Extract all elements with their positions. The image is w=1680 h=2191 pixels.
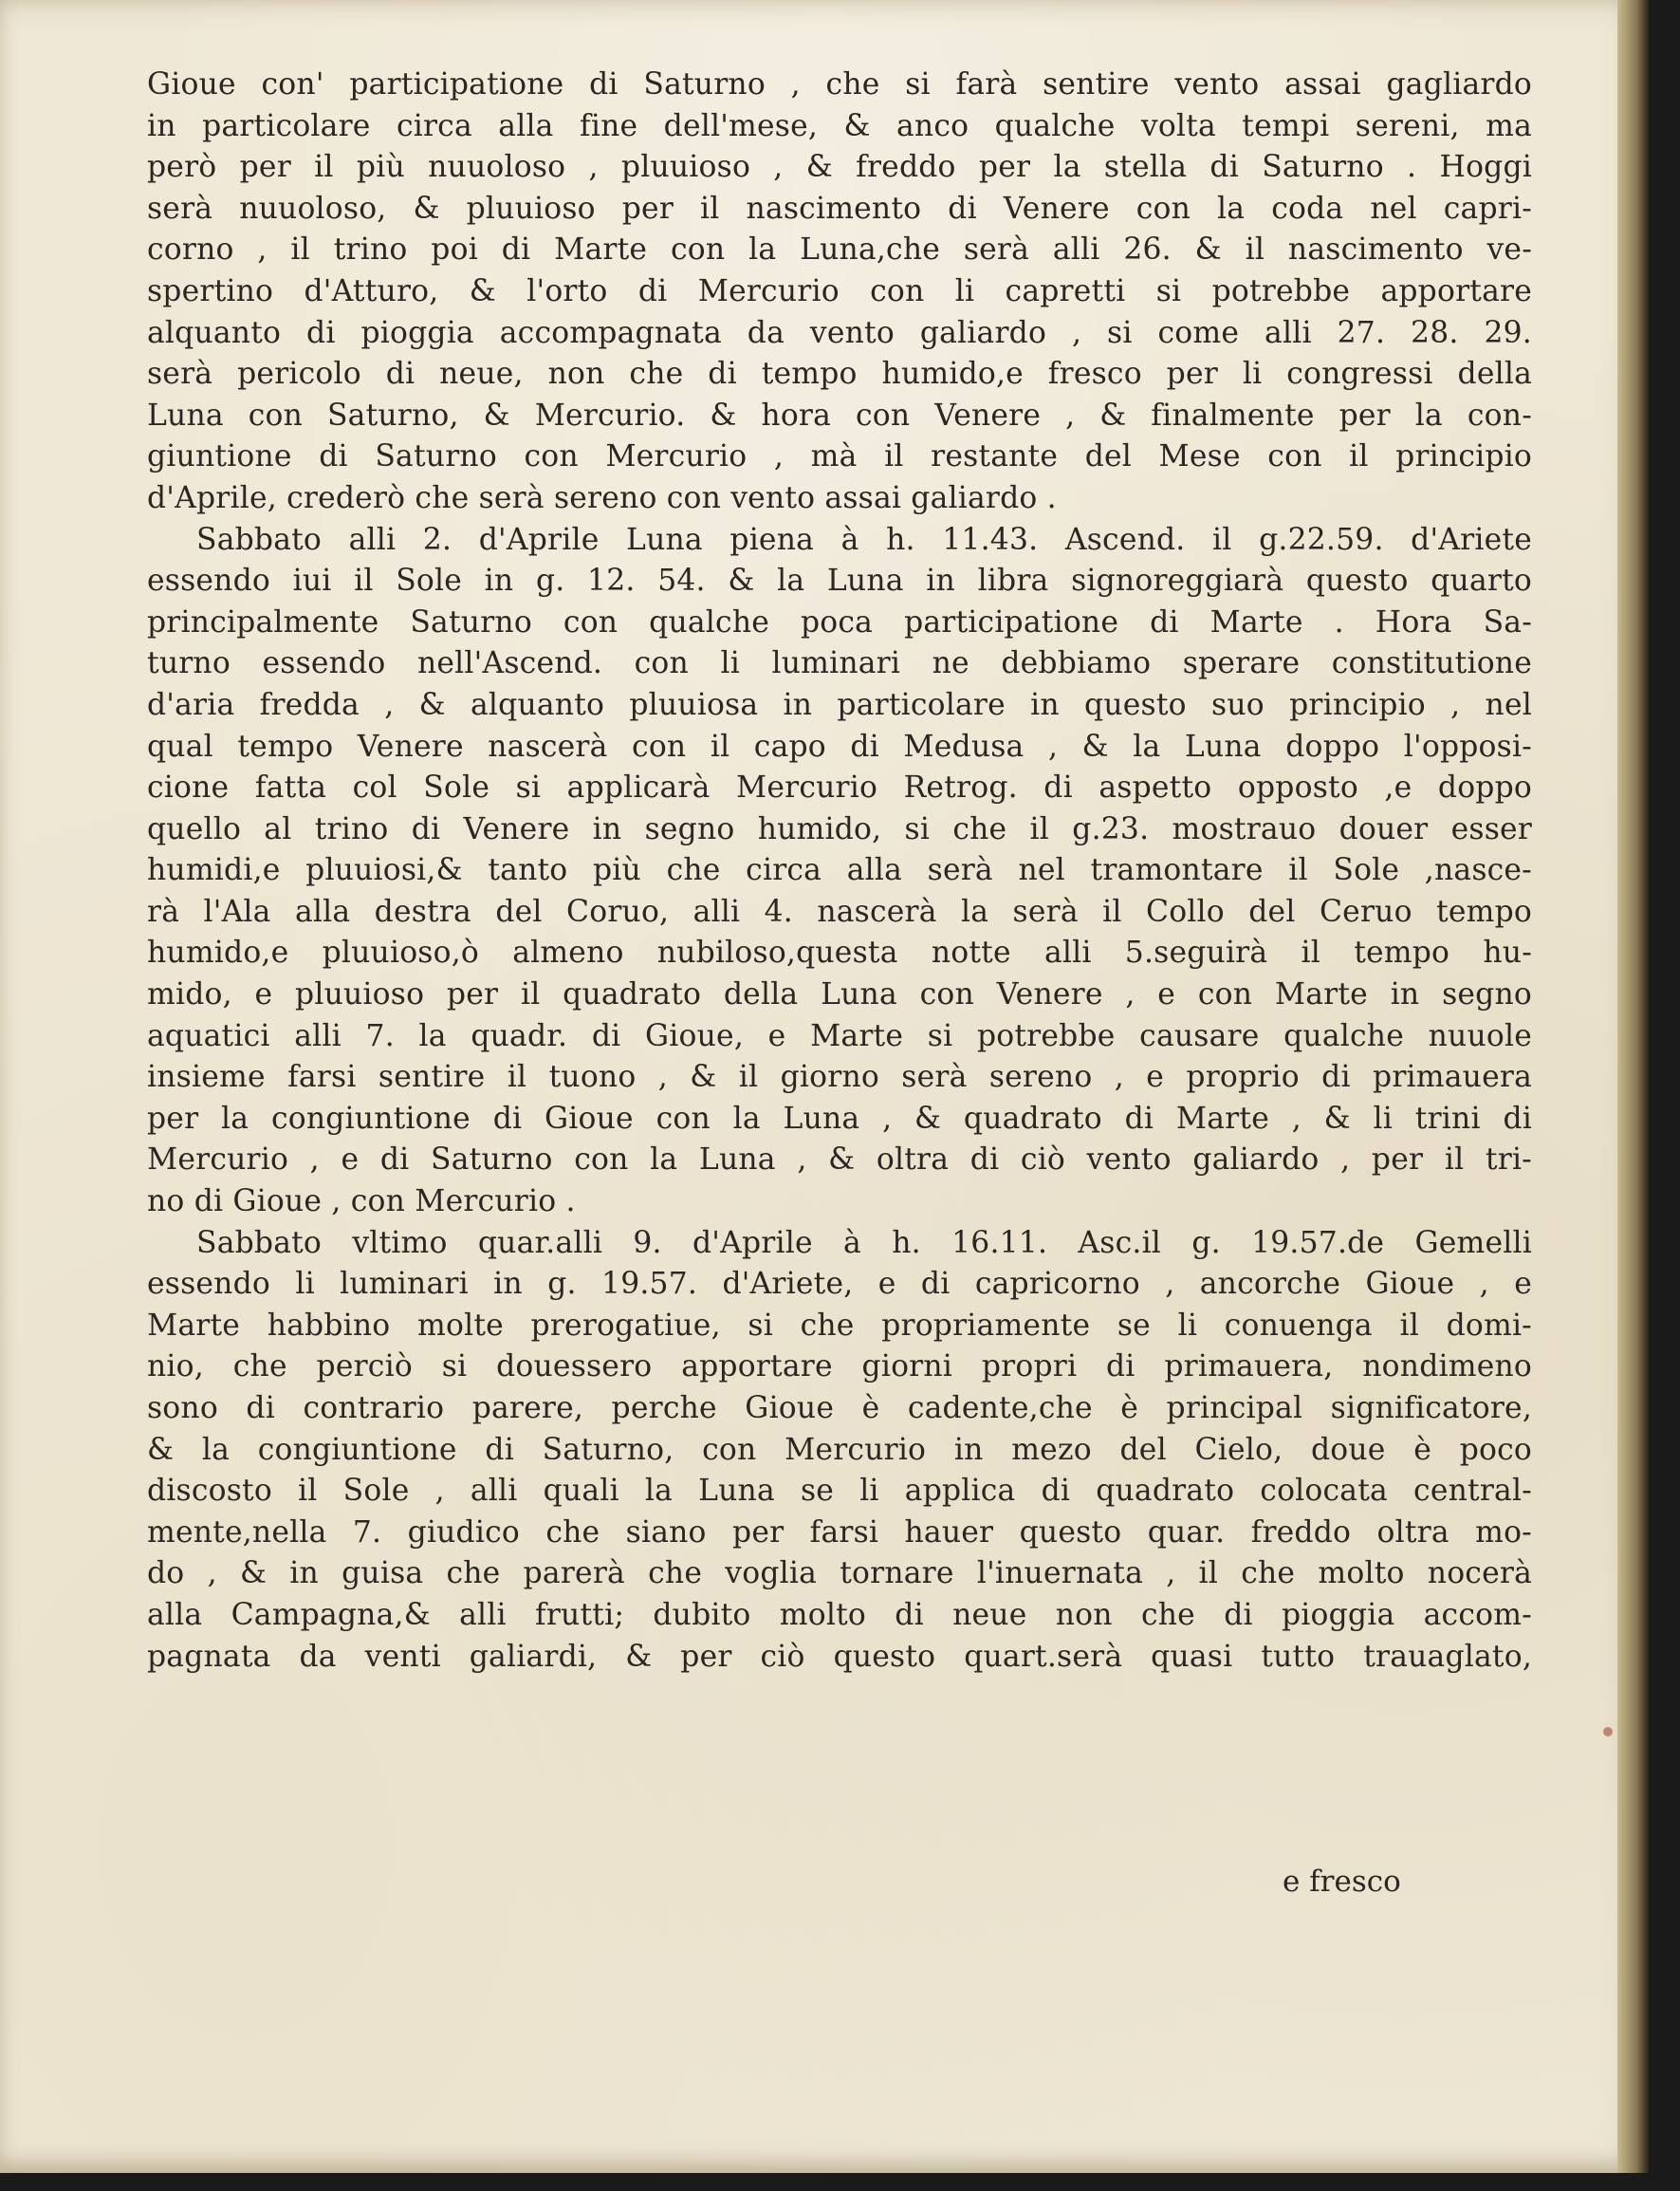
- text-line: turno essendo nell'Ascend. con li luminari ne debbiamo sperare constitutione: [147, 646, 1532, 681]
- page-text: [147, 65, 1532, 1678]
- text-line: aquatici alli 7. la quadr. di Gioue, e Marte si potrebbe causare qualche nuuole: [147, 1018, 1532, 1053]
- paragraph-start-line: Sabbato alli 2. d'Aprile Luna piena à h. 11.43. Ascend. il g.22.59. d'Ariete: [196, 522, 1532, 557]
- text-line: no di Gioue , con Mercurio .: [147, 1184, 576, 1219]
- text-line: però per il più nuuoloso , pluuioso , & freddo per la stella di Saturno . Hoggi: [147, 150, 1532, 185]
- text-line: Luna con Saturno, & Mercurio. & hora con Venere , & finalmente per la con-: [147, 398, 1532, 433]
- text-line: alquanto di pioggia accompagnata da vento galiardo , si come alli 27. 28. 29.: [147, 315, 1532, 350]
- page-edge-shadow: [1617, 0, 1649, 2173]
- text-line: insieme farsi sentire il tuono , & il giorno serà sereno , e proprio di primauera: [147, 1060, 1532, 1095]
- text-line: quello al trino di Venere in segno humido, si che il g.23. mostrauo douer esser: [147, 811, 1532, 846]
- text-line: cione fatta col Sole si applicarà Mercurio Retrog. di aspetto opposto ,e doppo: [147, 771, 1532, 806]
- text-line: per la congiuntione di Gioue con la Luna , & quadrato di Marte , & li trini di: [147, 1101, 1532, 1136]
- text-line: spertino d'Atturo, & l'orto di Mercurio con li capretti si potrebbe apportare: [147, 273, 1532, 308]
- text-line: humidi,e pluuiosi,& tanto più che circa alla serà nel tramontare il Sole ,nasce-: [147, 853, 1532, 888]
- catchword: e fresco: [1283, 1865, 1401, 1899]
- text-line: sono di contrario parere, perche Gioue è cadente,che è principal significatore,: [147, 1391, 1532, 1425]
- paragraph-start-line: Sabbato vltimo quar.alli 9. d'Aprile à h. 16.11. Asc.il g. 19.57.de Gemelli: [196, 1225, 1532, 1260]
- text-line: mente,nella 7. giudico che siano per farsi hauer questo quar. freddo oltra mo-: [147, 1514, 1532, 1550]
- text-line: d'Aprile, crederò che serà sereno con vento assai galiardo .: [147, 480, 1057, 515]
- text-line: qual tempo Venere nascerà con il capo di Medusa , & la Luna doppo l'opposi-: [147, 729, 1532, 764]
- text-line: d'aria fredda , & alquanto pluuiosa in particolare in questo suo principio , nel: [147, 687, 1532, 722]
- text-line: do , & in guisa che parerà che voglia tornare l'inuernata , il che molto nocerà: [147, 1556, 1532, 1591]
- text-line: mido, e pluuioso per il quadrato della Luna con Venere , e con Marte in segno: [147, 977, 1532, 1012]
- text-line: rà l'Ala alla destra del Coruo, alli 4. nascerà la serà il Collo del Ceruo tempo: [147, 894, 1532, 929]
- text-line: corno , il trino poi di Marte con la Luna,che serà alli 26. & il nascimento ve-: [147, 232, 1532, 268]
- text-line: alla Campagna,& alli frutti; dubito molto di neue non che di pioggia accom-: [147, 1597, 1532, 1632]
- text-line: essendo li luminari in g. 19.57. d'Ariete, e di capricorno , ancorche Gioue , e: [147, 1267, 1532, 1302]
- text-line: serà nuuoloso, & pluuioso per il nascimento di Venere con la coda nel capri-: [147, 191, 1532, 226]
- text-line: essendo iui il Sole in g. 12. 54. & la Luna in libra signoreggiarà questo quarto: [147, 564, 1532, 599]
- text-line: giuntione di Saturno con Mercurio , mà il restante del Mese con il principio: [147, 439, 1532, 474]
- text-line: principalmente Saturno con qualche poca participatione di Marte . Hora Sa-: [147, 604, 1532, 640]
- text-line: discosto il Sole , alli quali la Luna se li applica di quadrato colocata central-: [147, 1474, 1532, 1509]
- ink-stain: [1603, 1727, 1613, 1736]
- text-line: Marte habbino molte prerogatiue, si che propriamente se li conuenga il domi-: [147, 1308, 1532, 1343]
- text-line: pagnata da venti galiardi, & per ciò questo quart.serà quasi tutto trauaglato,: [147, 1639, 1532, 1674]
- text-line: & la congiuntione di Saturno, con Mercurio in mezo del Cielo, doue è poco: [147, 1432, 1532, 1467]
- text-line: nio, che perciò si douessero apportare giorni propri di primauera, nondimeno: [147, 1349, 1532, 1384]
- text-line: Mercurio , e di Saturno con la Luna , & oltra di ciò vento galiardo , per il tri-: [147, 1142, 1532, 1178]
- text-line: Gioue con' participatione di Saturno , che si farà sentire vento assai gagliardo: [147, 67, 1532, 102]
- text-line: in particolare circa alla fine dell'mese, & anco qualche volta tempi sereni, ma: [147, 108, 1532, 143]
- text-line: serà pericolo di neue, non che di tempo humido,e fresco per li congressi della: [147, 357, 1532, 392]
- text-line: humido,e pluuioso,ò almeno nubiloso,questa notte alli 5.seguirà il tempo hu-: [147, 936, 1532, 971]
